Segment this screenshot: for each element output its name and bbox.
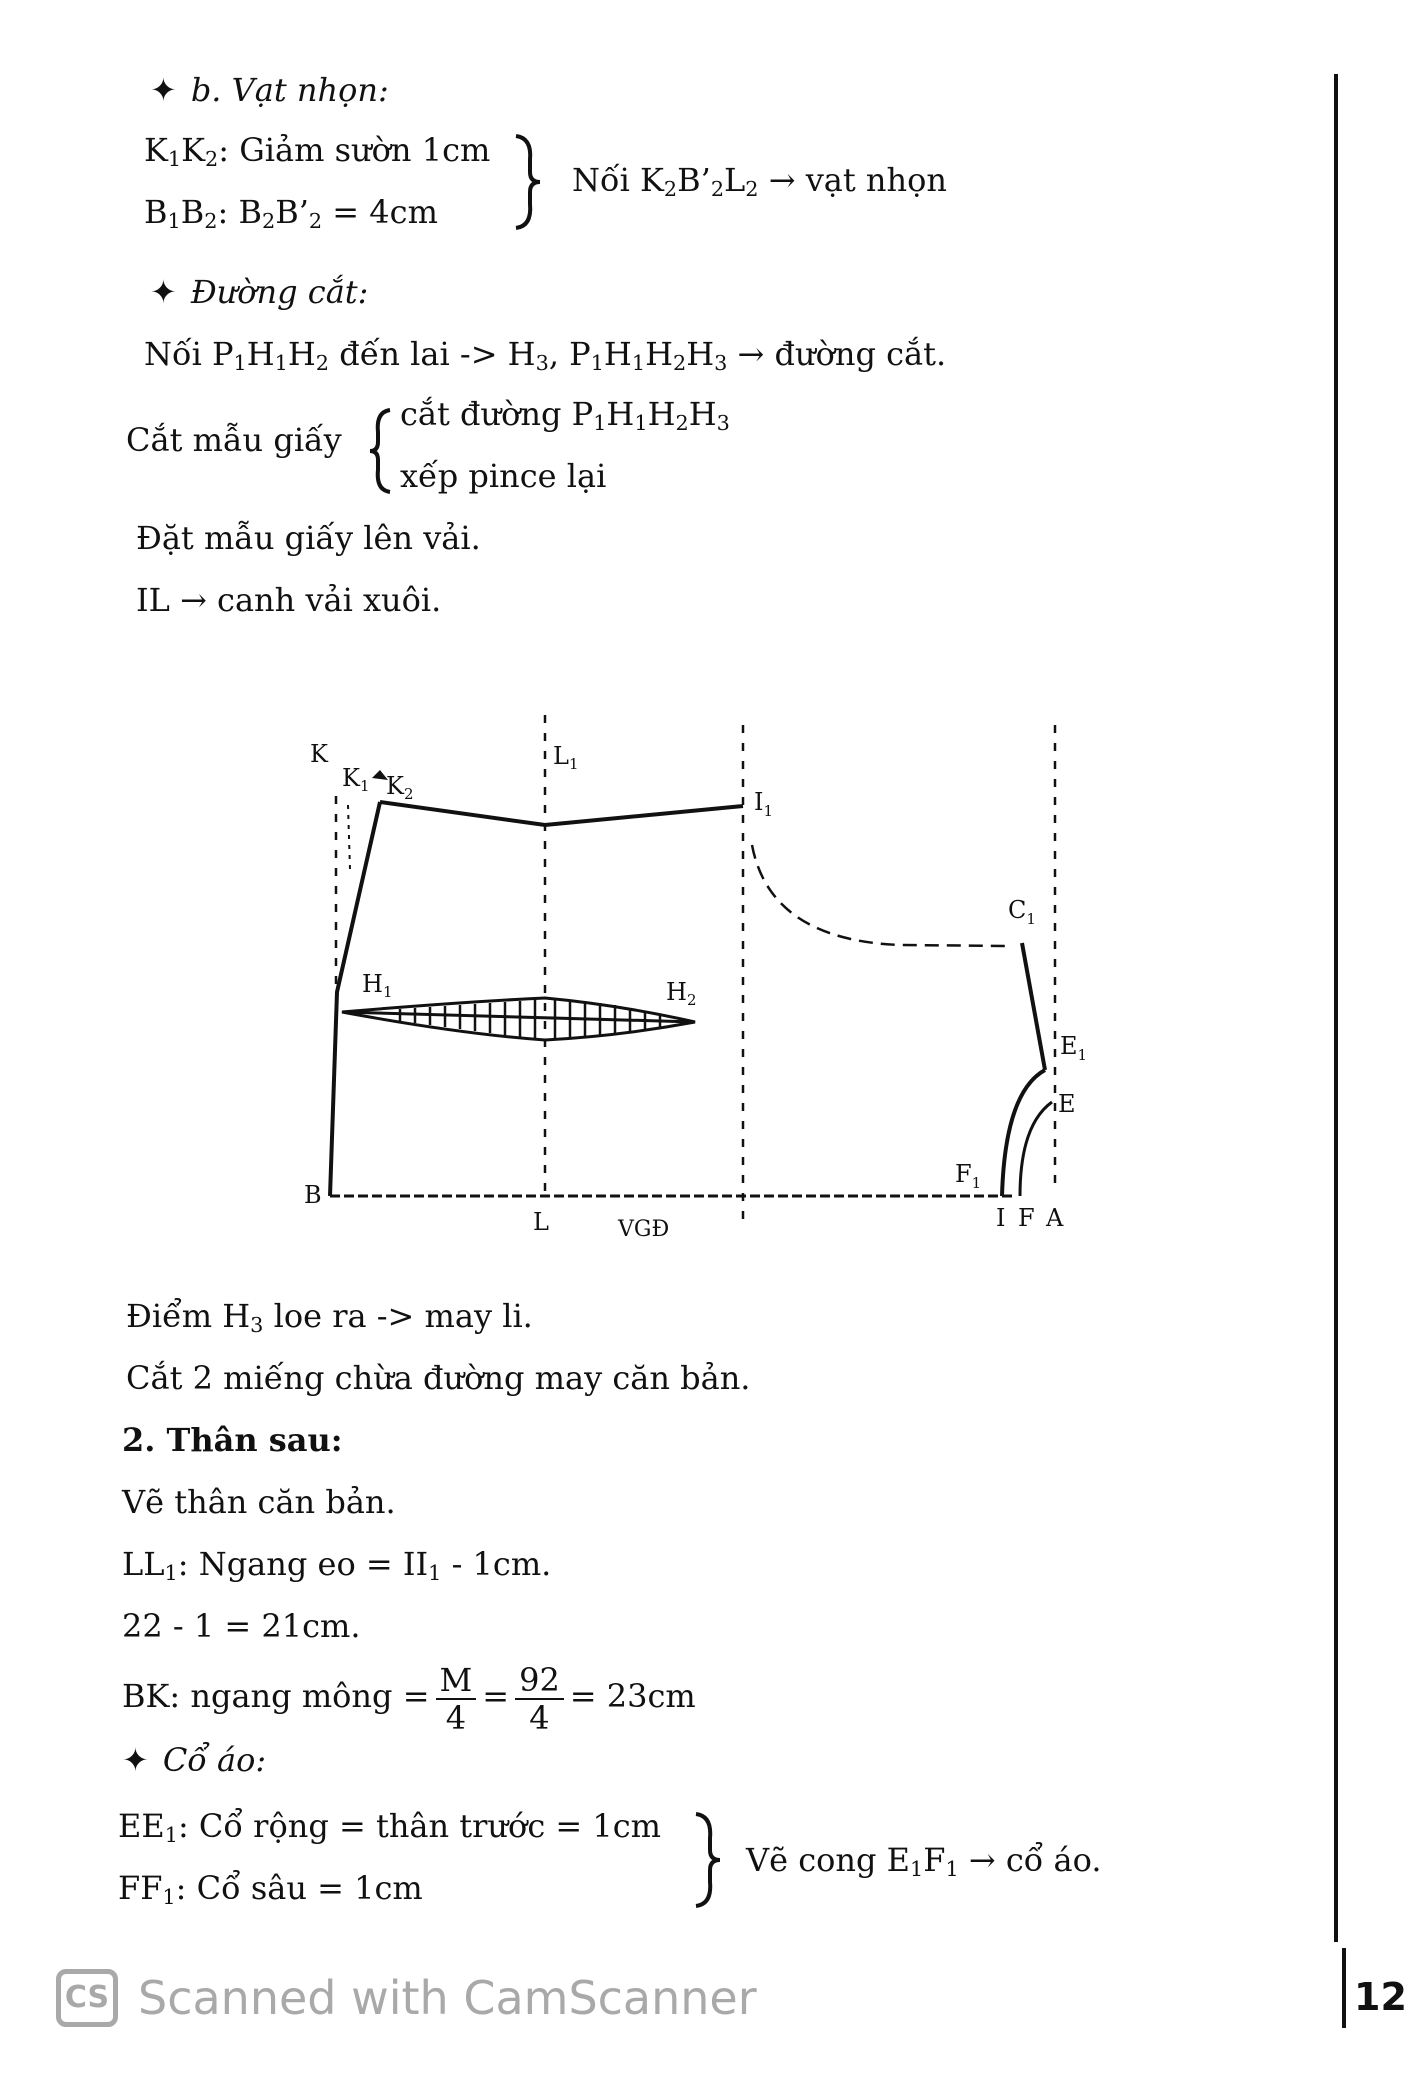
- cat-mau-option-1: cắt đường $P_1H_1H_2H_3$: [400, 395, 730, 436]
- k1k2-line: $K_1K_2$: Giảm sườn 1cm: [144, 131, 491, 172]
- cat-mau-option-2: xếp pince lại: [400, 457, 607, 495]
- armhole-curve: [752, 845, 1010, 946]
- b1b2-line: $B_1B_2$: $B_2B’_2 = 4cm$: [144, 193, 438, 234]
- diem-h3-line: Điểm $H_3$ loe ra -> may li.: [126, 1297, 533, 1338]
- co-ao-heading: ✦ Cổ áo:: [122, 1741, 267, 1779]
- label-l: L: [533, 1208, 549, 1236]
- noi-duong-cat: Nối $P_1H_1H_2$ đến lai -> $H_3$, $P_1H_1H_2H_3$ → đường cắt.: [144, 335, 947, 376]
- ee1-line: $EE_1$: Cổ rộng = thân trước = 1cm: [118, 1807, 662, 1848]
- star-bullet-icon: ✦: [122, 1741, 149, 1779]
- ve-than-line: Vẽ thân căn bản.: [122, 1483, 396, 1521]
- neck-curve-inner: [1020, 1102, 1052, 1196]
- ve-cong-line: Vẽ cong $E_1F_1$ → cổ áo.: [746, 1841, 1102, 1882]
- shoulder-line: [1022, 943, 1045, 1070]
- fraction-92-4: $\frac{92}{4}$: [515, 1662, 564, 1736]
- label-k1: $K_1$: [342, 764, 370, 795]
- waist-line: [380, 802, 743, 825]
- cat-mau-giay-label: Cắt mẫu giấy: [126, 421, 342, 459]
- star-bullet-icon: ✦: [150, 71, 177, 109]
- page-edge-rule: [1334, 74, 1338, 1942]
- label-f1: $F_1$: [955, 1160, 982, 1192]
- camscanner-logo-icon: CS: [56, 1969, 118, 2027]
- label-a: A: [1046, 1204, 1064, 1232]
- label-i: I: [996, 1204, 1006, 1232]
- label-c1: $C_1$: [1008, 896, 1036, 928]
- star-bullet-icon: ✦: [150, 273, 177, 311]
- fraction-m-4: $\frac{M}{4}$: [436, 1662, 477, 1736]
- noi-vat-nhon: Nối $K_2B’_2L_2$ → vạt nhọn: [572, 161, 947, 202]
- il-canh-line: IL → canh vải xuôi.: [136, 581, 442, 619]
- dat-mau-line: Đặt mẫu giấy lên vải.: [136, 519, 481, 557]
- label-i1: $I_1$: [754, 788, 774, 820]
- ff1-line: $FF_1$: Cổ sâu = 1cm: [118, 1869, 423, 1910]
- duong-cat-heading: ✦ Đường cắt:: [150, 273, 369, 311]
- page-number-rule: [1342, 1948, 1346, 2028]
- label-h1: $H_1$: [362, 970, 393, 1001]
- than-sau-heading: 2. Thân sau:: [122, 1421, 343, 1459]
- section-b-heading: ✦ b. Vạt nhọn:: [150, 71, 389, 109]
- label-b: B: [304, 1181, 322, 1209]
- cat-2-mieng-line: Cắt 2 miếng chừa đường may căn bản.: [126, 1359, 751, 1397]
- calc-line: 22 - 1 = 21cm.: [122, 1607, 361, 1645]
- page-number: 12: [1354, 1975, 1407, 2019]
- k-guide: [348, 805, 350, 870]
- side-line: [330, 802, 380, 1196]
- label-f: F: [1018, 1204, 1035, 1232]
- label-h2: $H_2$: [666, 978, 697, 1009]
- ll1-line: $LL_1$: Ngang eo = $II_1 - 1cm$.: [122, 1545, 552, 1586]
- label-k2: $K_2$: [386, 772, 414, 803]
- bk-line: BK: ngang mông = $\frac{M}{4}$ = $\frac{92}{4}$ = 23cm: [122, 1660, 696, 1737]
- camscanner-watermark: [56, 1965, 1156, 2035]
- camscanner-text: Scanned with CamScanner: [138, 1971, 757, 2025]
- label-e: E: [1058, 1090, 1076, 1118]
- right-brace-icon: [690, 1810, 726, 1910]
- label-l1: $L_1$: [553, 742, 579, 773]
- neck-curve-outer: [1002, 1070, 1045, 1196]
- label-vgd: VGĐ: [618, 1217, 670, 1242]
- label-e1: $E_1$: [1060, 1032, 1088, 1064]
- label-k: K: [310, 740, 328, 768]
